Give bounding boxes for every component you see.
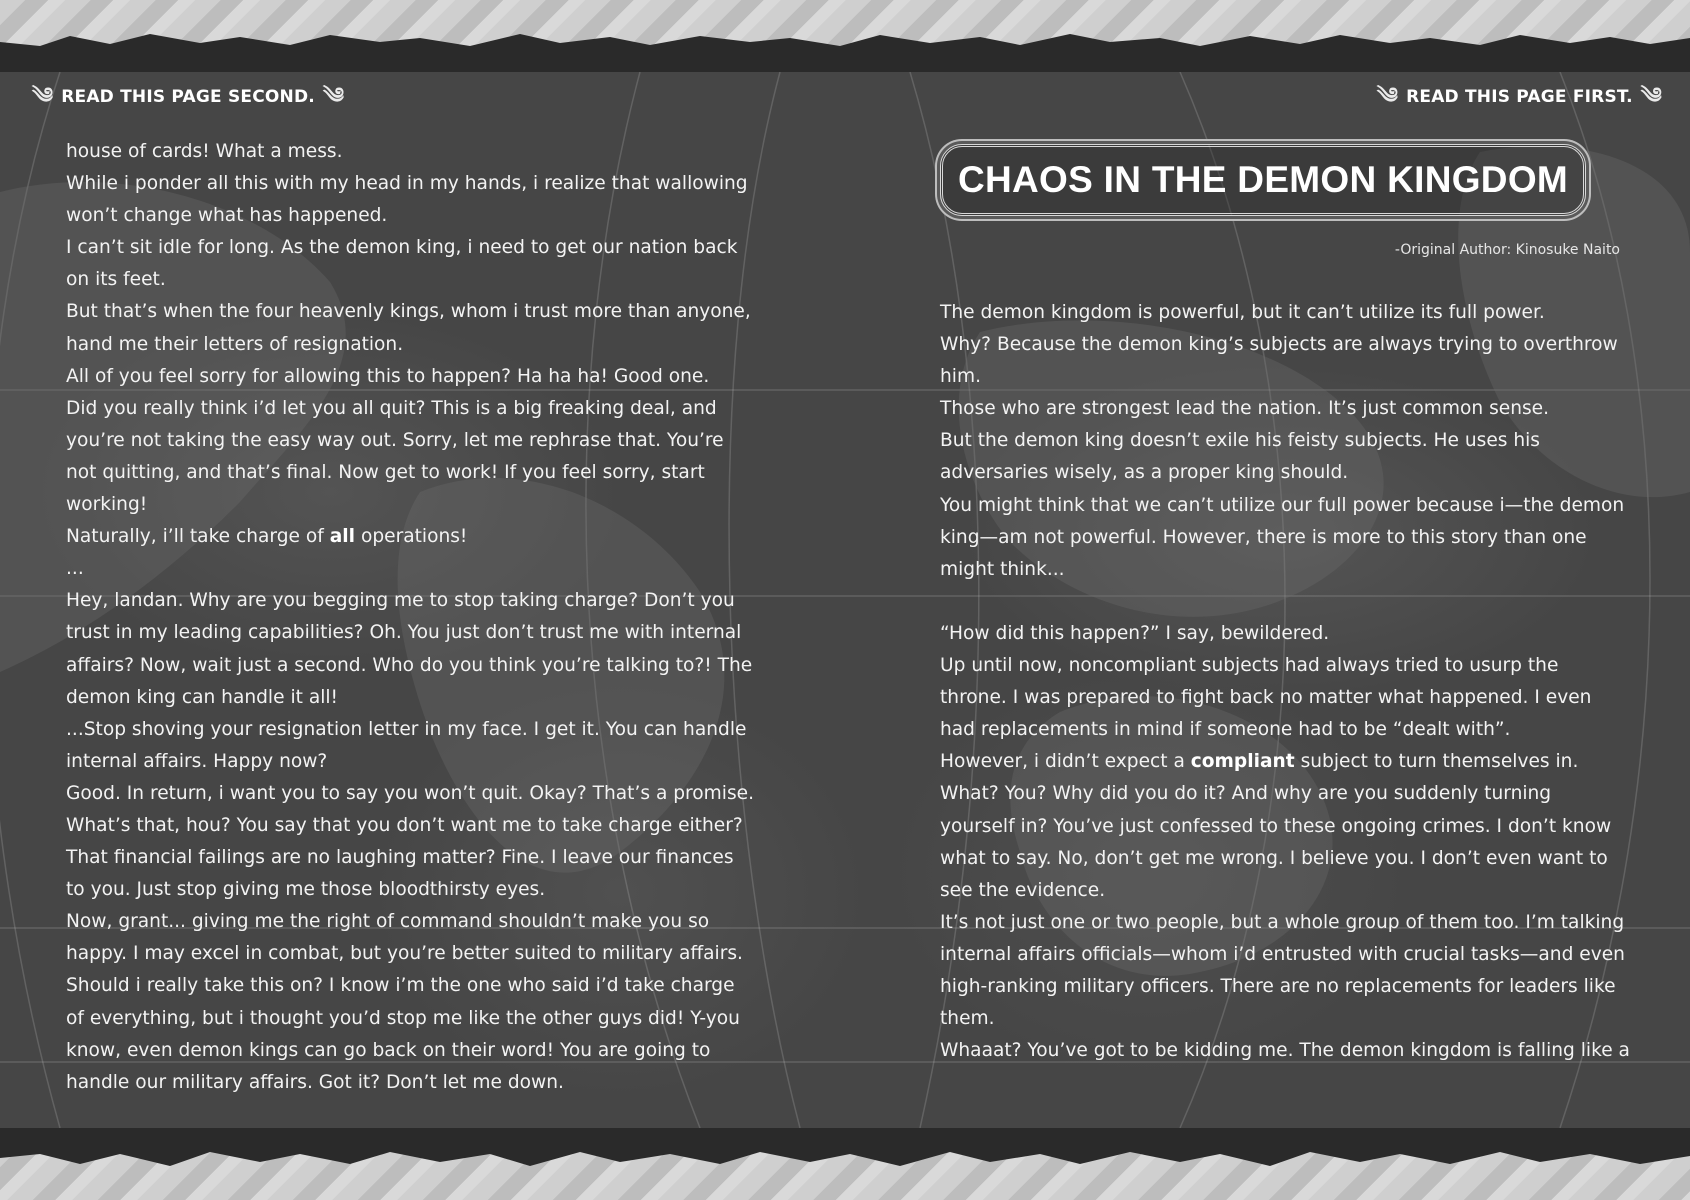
right-page-body: [940, 297, 1630, 1067]
paragraph: All of you feel sorry for allowing this to happen? Ha ha ha! Good one.: [66, 365, 710, 387]
text-run: However, i didn’t expect a: [940, 751, 1191, 773]
paragraph: You might think that we can’t utilize our full power because i—the demon king—am not powerful. However, there is more to this story than one might think...: [940, 494, 1625, 580]
ornament-icon: ༄: [322, 84, 345, 109]
paragraph: [66, 521, 756, 553]
paragraph: Hey, landan. Why are you begging me to stop taking charge? Don’t you trust in my leading capabilities? Oh. You just don’t trust me with internal affairs? Now, wait just a second. Who do you think you’re talking to?! The demon king can handle it all!: [66, 590, 753, 708]
paragraph: But the demon king doesn’t exile his feisty subjects. He uses his adversaries wisely, as a proper king should.: [940, 430, 1540, 484]
ornament-icon: ༄: [1376, 84, 1399, 109]
right-page-label-text: READ THIS PAGE FIRST.: [1406, 87, 1633, 107]
left-page-label: [32, 86, 344, 108]
paragraph: Whaaat? You’ve got to be kidding me. The demon kingdom is falling like a: [940, 1040, 1630, 1062]
paragraph: The demon kingdom is powerful, but it can’t utilize its full power.: [940, 302, 1545, 323]
paragraph: Those who are strongest lead the nation. It’s just common sense.: [940, 398, 1550, 420]
paragraph: What’s that, hou? You say that you don’t want me to take charge either? That financial failings are no laughing matter? Fine. I leave our finances to you. Just stop giving me those bloodthirsty eyes.: [66, 814, 743, 901]
torn-paper-bottom: [0, 1142, 1690, 1200]
header-band: [0, 48, 1690, 72]
paragraph: What? You? Why did you do it? And why are you suddenly turning yourself in? You’ve just confessed to these ongoing crimes. I don’t know what to say. No, don’t get me wrong. I believe you. I don’t even want to see the evidence.: [940, 783, 1612, 901]
text-run: operations!: [355, 526, 468, 548]
text-run: Naturally, i’ll take charge of: [66, 526, 330, 548]
paragraph: I can’t sit idle for long. As the demon king, i need to get our nation back on its feet.: [66, 237, 738, 291]
chapter-title-box: [940, 144, 1586, 216]
paragraph: Did you really think i’d let you all quit? This is a big freaking deal, and you’re not taking the easy way out. Sorry, let me rephrase that. You’re not quitting, and that’s final. Now get to work! If you feel sorry, start working!: [66, 397, 724, 516]
paragraph: It’s not just one or two people, but a whole group of them too. I’m talking internal affairs officials—whom i’d entrusted with crucial tasks—and even high-ranking military officers. There are no replacements for leaders like them.: [940, 911, 1625, 1030]
ornament-icon: ༄: [32, 84, 54, 109]
paragraph: ...: [66, 558, 84, 580]
paragraph: house of cards! What a mess.: [66, 141, 343, 162]
paragraph: But that’s when the four heavenly kings, whom i trust more than anyone, hand me their letters of resignation.: [66, 301, 751, 355]
paragraph: While i ponder all this with my head in my hands, i realize that wallowing won’t change what has happened.: [66, 173, 748, 227]
author-credit: -Original Author: Kinosuke Naito: [1394, 242, 1620, 258]
chapter-title: CHAOS IN THE DEMON KINGDOM: [957, 159, 1569, 200]
text-run: subject to turn themselves in.: [1294, 751, 1579, 773]
left-page-body: [66, 136, 756, 1099]
emphasis-text: compliant: [1190, 751, 1295, 773]
paragraph: Now, grant... giving me the right of command shouldn’t make you so happy. I may excel in combat, but you’re better suited to military affairs. Should i really take this on? I know i’m the one who said i’d take charge of everything, but i thought you’d stop me like the other guys did! Y-you know, even demon kings can go back on their word! You are going to handle our military affairs. Got it? Don’t let me down.: [66, 911, 743, 1093]
spacer: [940, 586, 1630, 618]
paragraph: Why? Because the demon king’s subjects are always trying to overthrow him.: [940, 334, 1618, 388]
paragraph: Good. In return, i want you to say you won’t quit. Okay? That’s a promise.: [66, 782, 754, 804]
paragraph: ...Stop shoving your resignation letter in my face. I get it. You can handle internal affairs. Happy now?: [66, 718, 747, 772]
emphasis-text: all: [329, 526, 356, 548]
paragraph: “How did this happen?” I say, bewildered.: [940, 622, 1330, 644]
paragraph: [940, 746, 1630, 778]
left-page-label-text: READ THIS PAGE SECOND.: [61, 87, 315, 107]
ornament-icon: ༄: [1640, 84, 1662, 109]
right-page-label: [1377, 86, 1662, 108]
paragraph: Up until now, noncompliant subjects had always tried to usurp the throne. I was prepared to fight back no matter what happened. I even had replacements in mind if someone had to be “dealt with”.: [940, 655, 1592, 741]
